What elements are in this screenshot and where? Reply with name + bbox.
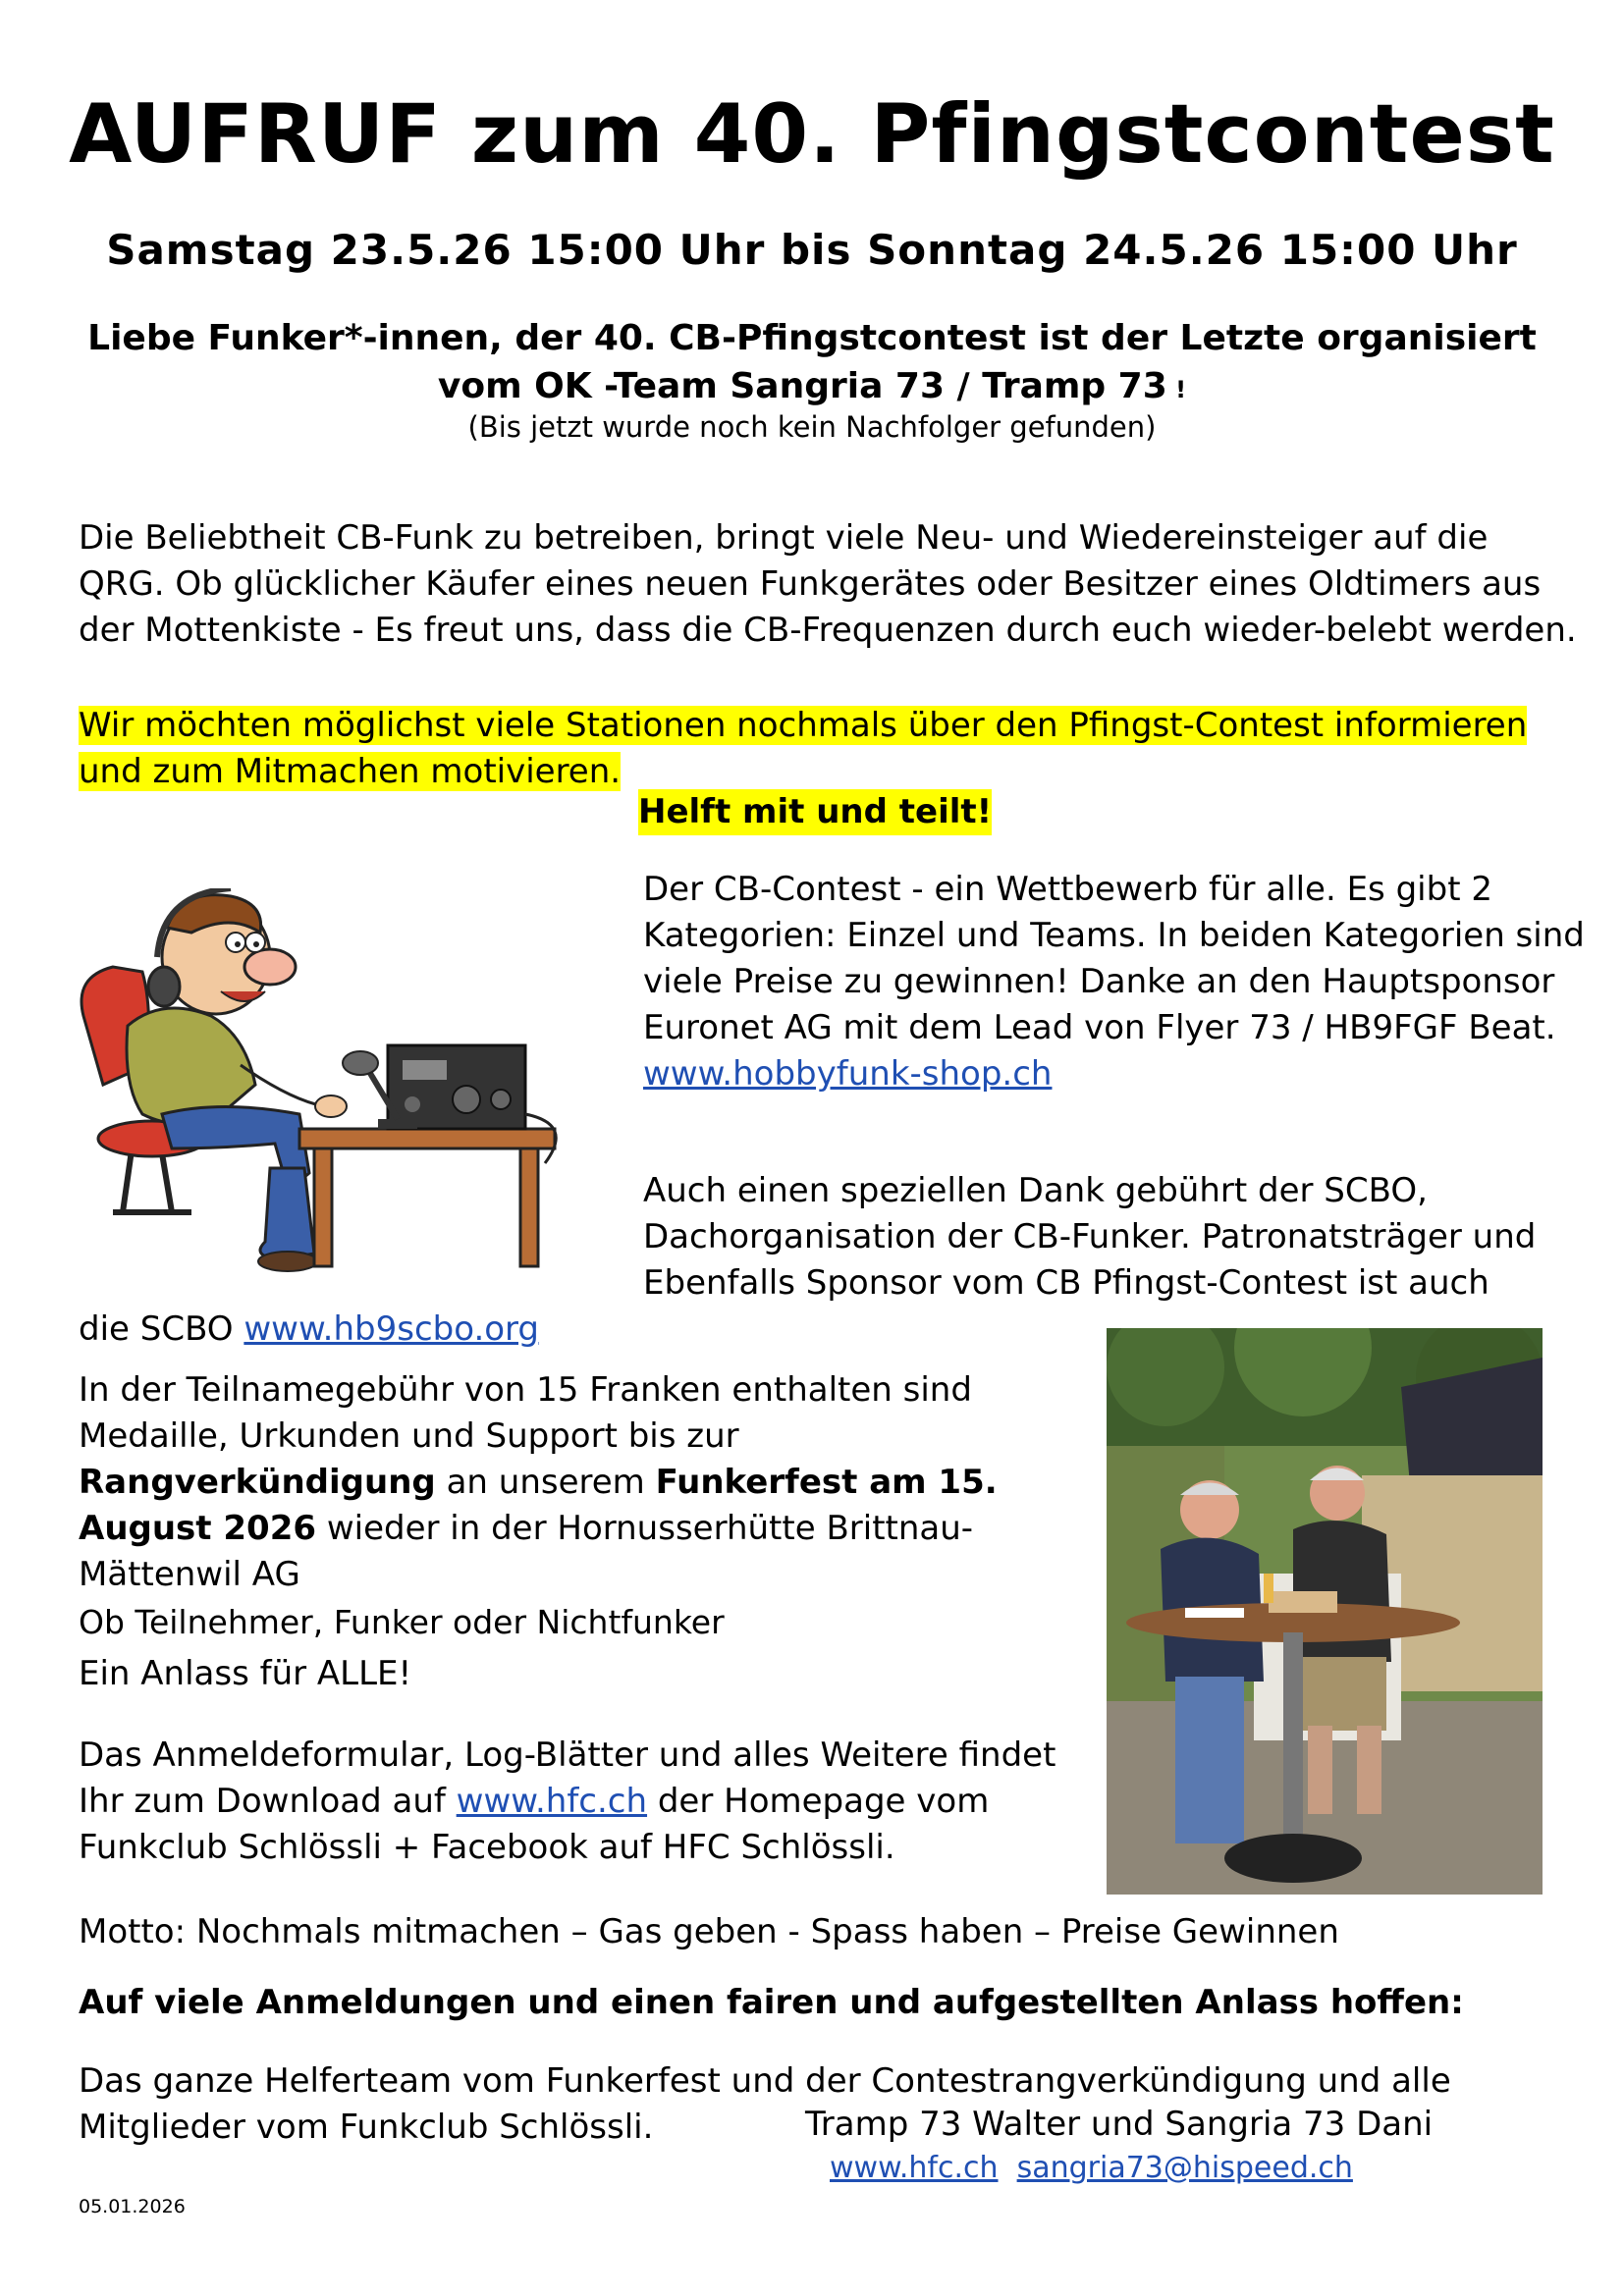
- motto: Motto: Nochmals mitmachen – Gas geben - Spass haben – Preise Gewinnen: [79, 1912, 1339, 1951]
- download-text-1: Das Anmeldeformular, Log-Blätter und alles Weitere findet Ihr zum Download auf: [79, 1735, 1056, 1821]
- intro-note: (Bis jetzt wurde noch kein Nachfolger gefunden): [467, 410, 1157, 444]
- intro-line-1: Liebe Funker*-innen, der 40. CB-Pfingstcontest ist der Letzte organisiert: [87, 318, 1537, 358]
- highlight-line-1: Wir möchten möglichst viele Stationen nochmals über den Pfingst-Contest informieren: [79, 706, 1528, 745]
- scbo-line: [79, 1307, 539, 1353]
- event-for-all: Ein Anlass für ALLE!: [79, 1654, 412, 1693]
- scbo-prefix: die SCBO: [79, 1309, 244, 1349]
- intro-line-2-text: vom OK -Team Sangria 73 / Tramp 73: [437, 366, 1167, 406]
- contest-text: Der CB-Contest - ein Wettbewerb für alle. Es gibt 2 Kategorien: Einzel und Teams. In beiden Kategorien sind viele Preise zu gewinnen! Danke an den Hauptsponsor Euronet AG mit dem Lead von Flyer 73 / HB9FGF Beat.: [643, 870, 1585, 1047]
- document-date: 05.01.2026: [79, 2196, 186, 2217]
- hobbyfunk-link[interactable]: www.hobbyfunk-shop.ch: [643, 1054, 1053, 1094]
- intro-line-2: [0, 362, 1624, 414]
- footer-email-link[interactable]: sangria73@hispeed.ch: [1016, 2151, 1353, 2185]
- contest-description: [643, 867, 1586, 1097]
- intro-greeting: [0, 314, 1624, 414]
- footer-links: [830, 2151, 1353, 2185]
- scbo-link[interactable]: www.hb9scbo.org: [244, 1309, 540, 1349]
- contest-dates: Samstag 23.5.26 15:00 Uhr bis Sonntag 24.5.26 15:00 Uhr: [106, 226, 1518, 274]
- download-paragraph: [79, 1733, 1090, 1871]
- intro-line-2-suffix: !: [1166, 376, 1187, 403]
- radio-operator-cartoon: [74, 888, 623, 1296]
- organizers-photo: [1107, 1328, 1543, 1895]
- highlight-line-2: und zum Mitmachen motivieren.: [79, 752, 622, 791]
- signature: Tramp 73 Walter und Sangria 73 Dani: [805, 2105, 1434, 2144]
- hfc-link[interactable]: www.hfc.ch: [456, 1782, 648, 1821]
- paragraph-popularity: Die Beliebtheit CB-Funk zu betreiben, bringt viele Neu- und Wiedereinsteiger auf die QRG. Ob glücklicher Käufer eines neuen Funkgerätes oder Besitzer eines Oldtimers aus der Mottenkiste - Es freut uns, dass die CB-Frequenzen durch euch wieder-belebt werden.: [79, 518, 1577, 650]
- fee-paragraph: [79, 1367, 1060, 1598]
- scbo-thanks: Auch einen speziellen Dank gebührt der SCBO, Dachorganisation der CB-Funker. Patronatsträger und Ebenfalls Sponsor vom CB Pfingst-Contest ist auch: [643, 1171, 1537, 1303]
- fee-bold-ranking: Rangverkündigung: [79, 1463, 436, 1502]
- footer-web-link[interactable]: www.hfc.ch: [830, 2151, 999, 2185]
- highlight-paragraph: [79, 703, 1581, 795]
- fee-text-2: an unserem: [435, 1463, 656, 1502]
- closing-hope: Auf viele Anmeldungen und einen fairen und aufgestellten Anlass hoffen:: [79, 1983, 1464, 2022]
- download-text-2: der Homepage vom Funkclub Schlössli + Facebook auf HFC Schlössli.: [79, 1782, 990, 1867]
- call-to-share: Helft mit und teilt!: [638, 789, 992, 835]
- team-credits: Das ganze Helferteam vom Funkerfest und der Contestrangverkündigung und alle Mitglieder vom Funkclub Schlössli.: [79, 2061, 1451, 2147]
- fee-text-1: In der Teilnamegebühr von 15 Franken enthalten sind Medaille, Urkunden und Support bis zur: [79, 1370, 972, 1456]
- fee-bold-event: Funkerfest am 15. August 2026: [79, 1463, 998, 1548]
- fee-text-3: wieder in der Hornusserhütte Brittnau-Mättenwil AG: [79, 1509, 974, 1594]
- page-title: AUFRUF zum 40. Pfingstcontest: [69, 86, 1555, 182]
- audience-line: Ob Teilnehmer, Funker oder Nichtfunker: [79, 1603, 725, 1641]
